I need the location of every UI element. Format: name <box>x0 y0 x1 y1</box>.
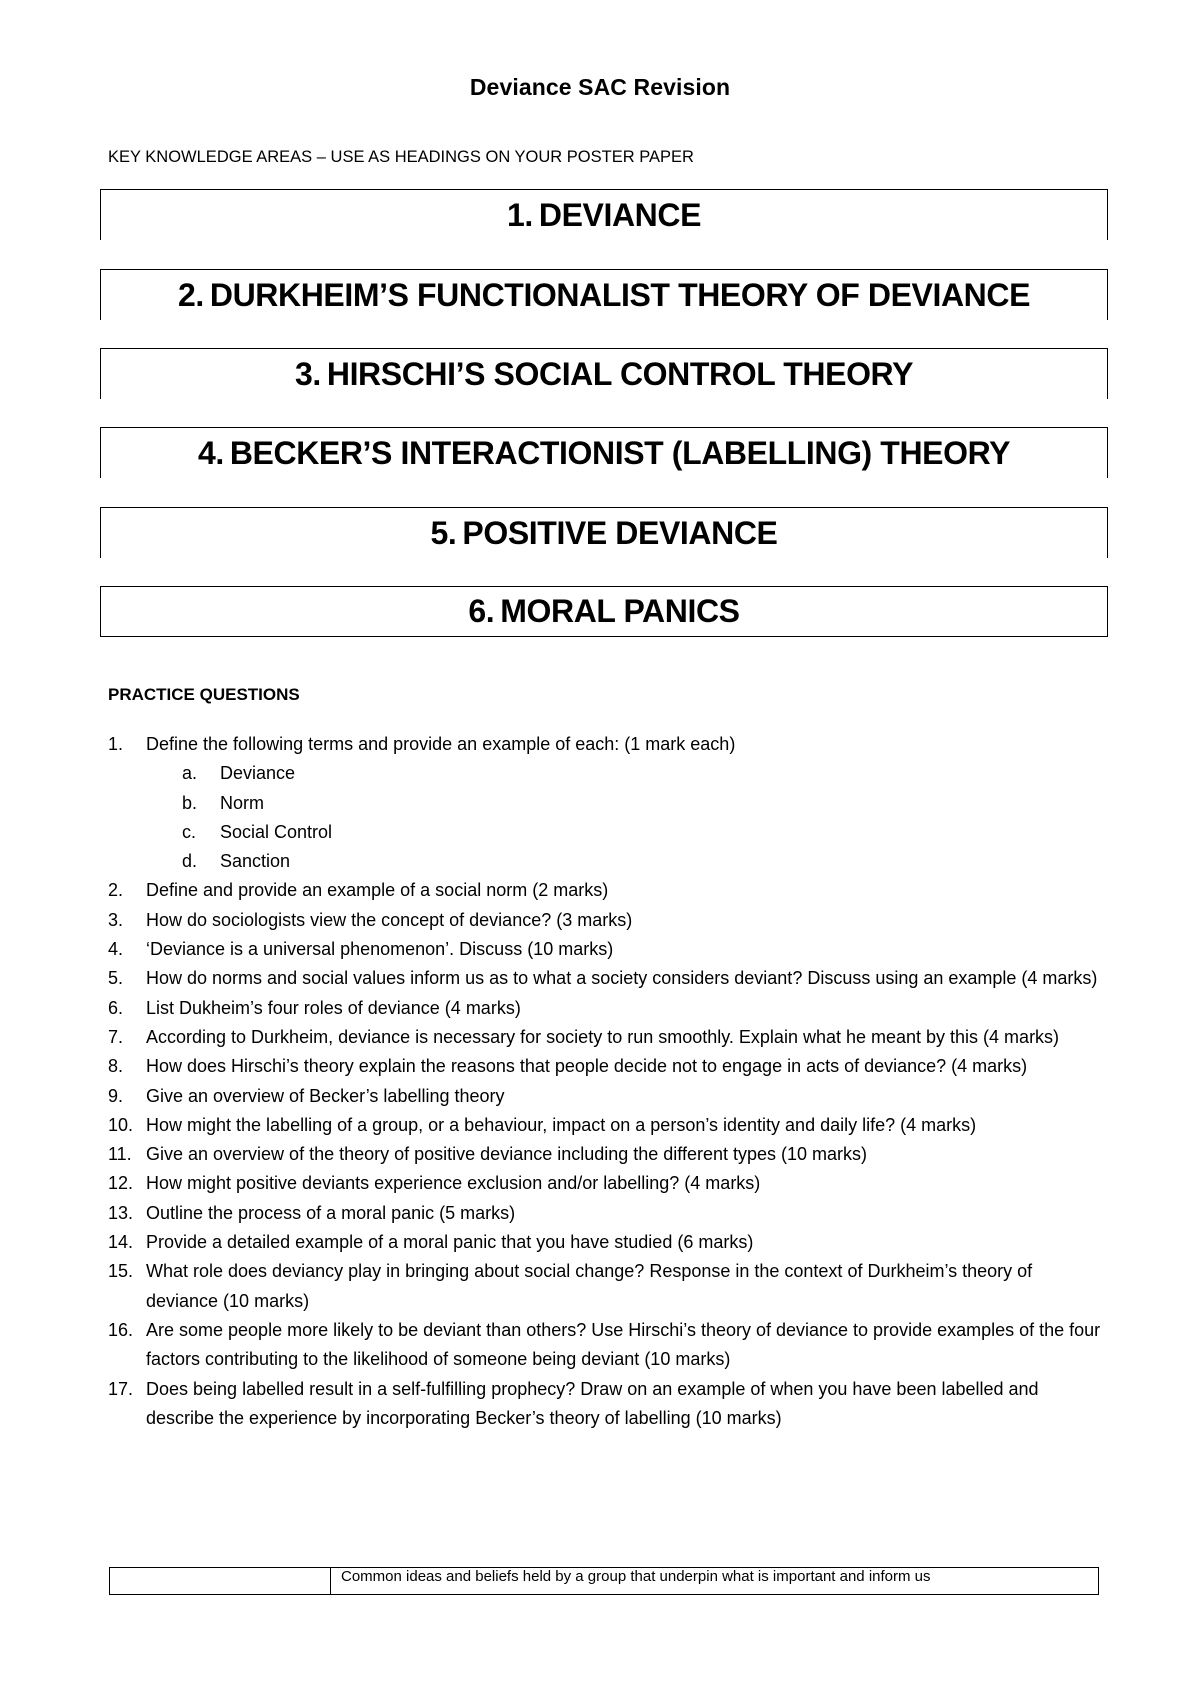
question-number: 4. <box>108 939 124 960</box>
question-text: Does being labelled result in a self-fulfilling prophecy? Draw on an example of when you have been labelled and describe the experience by incorporating Becker’s theory of labelling (10 marks) <box>146 1378 1039 1428</box>
practice-questions-heading: PRACTICE QUESTIONS <box>108 685 300 704</box>
term-cell <box>110 1568 331 1595</box>
sub-item-a <box>108 759 1108 788</box>
heading-box-5 <box>100 507 1108 558</box>
heading-number: 6. <box>468 593 495 629</box>
sub-item-text: Deviance <box>220 763 296 784</box>
heading-box-1 <box>100 189 1108 240</box>
sub-item-letter: b. <box>182 792 198 813</box>
question-number: 2. <box>108 880 124 901</box>
question-text: List Dukheim’s four roles of deviance (4 marks) <box>146 997 521 1018</box>
question-17 <box>108 1375 1108 1434</box>
question-number: 7. <box>108 1026 124 1047</box>
heading-text: DURKHEIM’S FUNCTIONALIST THEORY OF DEVIANCE <box>209 276 1031 313</box>
sub-item-d <box>108 847 1108 876</box>
heading-box-6 <box>100 586 1108 637</box>
question-number: 10. <box>108 1114 134 1135</box>
question-text: Give an overview of the theory of positive deviance including the different types (10 marks) <box>146 1144 868 1165</box>
question-text: What role does deviancy play in bringing about social change? Response in the context of Durkheim’s theory of deviance (10 marks) <box>146 1261 1033 1311</box>
heading-number: 4. <box>197 434 224 471</box>
heading-number: 2. <box>177 276 204 313</box>
sub-item-c <box>108 818 1108 847</box>
question-6 <box>108 994 1108 1023</box>
heading-text: HIRSCHI’S SOCIAL CONTROL THEORY <box>326 355 914 392</box>
question-number: 3. <box>108 909 124 930</box>
heading-number: 1. <box>506 196 533 233</box>
question-number: 11. <box>108 1144 132 1165</box>
sub-item-letter: c. <box>182 821 197 842</box>
question-text: Are some people more likely to be deviant than others? Use Hirschi’s theory of deviance to provide examples of the four factors contributing to the likelihood of someone being deviant (10 marks) <box>146 1319 1101 1370</box>
heading-box-2 <box>100 269 1108 320</box>
question-number: 9. <box>108 1085 124 1106</box>
question-9 <box>108 1082 1108 1111</box>
question-3 <box>108 906 1108 935</box>
question-number: 1. <box>108 734 124 754</box>
subtitle: KEY KNOWLEDGE AREAS – USE AS HEADINGS ON YOUR POSTER PAPER <box>108 148 694 166</box>
question-text: Define the following terms and provide an example of each: (1 mark each) <box>146 734 736 754</box>
question-number: 5. <box>108 968 124 989</box>
definitions-table <box>109 1567 1099 1595</box>
question-number: 8. <box>108 1056 124 1077</box>
question-number: 15. <box>108 1261 134 1282</box>
question-5 <box>108 964 1108 993</box>
question-number: 16. <box>108 1319 134 1340</box>
question-15 <box>108 1257 1108 1316</box>
question-number: 14. <box>108 1232 134 1253</box>
question-1 <box>108 730 1108 759</box>
question-7 <box>108 1023 1108 1052</box>
question-text: Provide a detailed example of a moral panic that you have studied (6 marks) <box>146 1232 754 1253</box>
question-12 <box>108 1169 1108 1198</box>
question-text: How might positive deviants experience exclusion and/or labelling? (4 marks) <box>146 1173 761 1194</box>
question-text: Give an overview of Becker’s labelling theory <box>146 1085 505 1106</box>
question-4 <box>108 935 1108 964</box>
question-8 <box>108 1052 1108 1081</box>
sub-item-text: Norm <box>220 792 264 813</box>
question-16 <box>108 1316 1108 1375</box>
sub-item-b <box>108 789 1108 818</box>
question-number: 17. <box>108 1378 134 1399</box>
heading-text: BECKER’S INTERACTIONIST (LABELLING) THEORY <box>229 434 1011 471</box>
question-number: 6. <box>108 997 124 1018</box>
question-14 <box>108 1228 1108 1257</box>
sub-item-letter: a. <box>182 763 198 784</box>
question-text: Outline the process of a moral panic (5 marks) <box>146 1202 516 1223</box>
question-text: According to Durkheim, deviance is necessary for society to run smoothly. Explain what he meant by this (4 marks) <box>146 1026 1060 1047</box>
question-text: How do sociologists view the concept of deviance? (3 marks) <box>146 909 633 930</box>
heading-box-4 <box>100 427 1108 478</box>
question-text: ‘Deviance is a universal phenomenon’. Discuss (10 marks) <box>146 939 614 960</box>
question-10 <box>108 1111 1108 1140</box>
question-number: 12. <box>108 1173 134 1194</box>
heading-number: 5. <box>430 514 457 551</box>
document-title: Deviance SAC Revision <box>469 74 731 100</box>
sub-item-text: Sanction <box>220 851 291 872</box>
definition-cell: Common ideas and beliefs held by a group that underpin what is important and inform us <box>331 1568 1099 1595</box>
heading-text: DEVIANCE <box>538 196 702 233</box>
question-11 <box>108 1140 1108 1169</box>
heading-box-3 <box>100 348 1108 399</box>
question-text: How might the labelling of a group, or a behaviour, impact on a person’s identity and daily life? (4 marks) <box>146 1114 977 1135</box>
question-2 <box>108 876 1108 905</box>
question-number: 13. <box>108 1202 134 1223</box>
question-text: How does Hirschi’s theory explain the reasons that people decide not to engage in acts of deviance? (4 marks) <box>146 1056 1028 1077</box>
question-text: How do norms and social values inform us as to what a society considers deviant? Discuss using an example (4 marks) <box>146 968 1098 989</box>
table-row <box>110 1568 1099 1595</box>
question-list <box>108 730 1108 1433</box>
question-13 <box>108 1199 1108 1228</box>
sub-item-letter: d. <box>182 851 198 872</box>
heading-text: POSITIVE DEVIANCE <box>462 514 778 551</box>
heading-text: MORAL PANICS <box>500 593 740 629</box>
heading-number: 3. <box>294 355 321 392</box>
question-text: Define and provide an example of a social norm (2 marks) <box>146 880 609 901</box>
sub-item-text: Social Control <box>220 821 333 842</box>
